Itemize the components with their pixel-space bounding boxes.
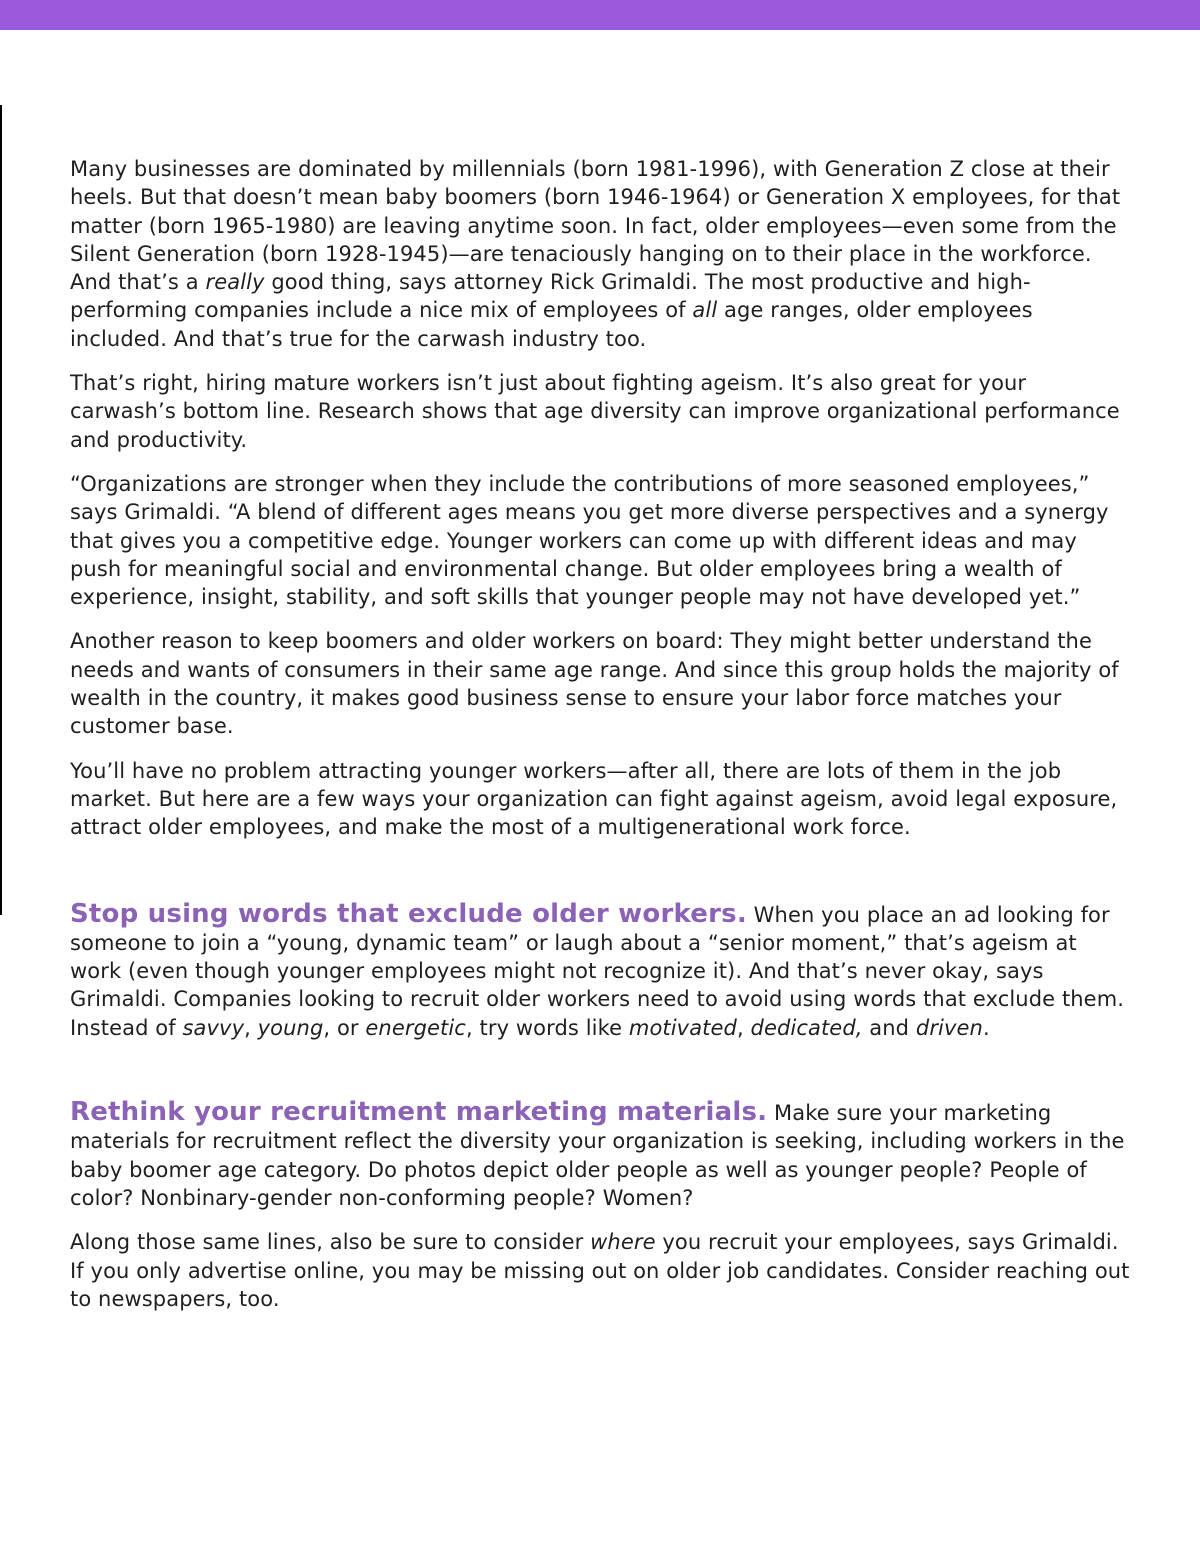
intro-paragraph-4: Another reason to keep boomers and older workers on board: They might better understand the needs and wants of consumers in their same age range. And since this group holds the majority of wealth in the country, it makes good business sense to ensure your labor force matches your customer base. [70,629,1119,739]
top-accent-bar [0,0,1200,30]
section-1-heading: Stop using words that exclude older workers. [70,898,747,929]
intro-paragraph-1: Many businesses are dominated by millennials (born 1981-1996), with Generation Z close at their heels. But that doesn’t mean baby boomers (born 1946-1964) or Generation X employees, for that matter (born 1965-1980) are leaving anytime soon. In fact, older employees—even some from the Silent Generation (born 1928-1945)—are tenaciously hanging on to their place in the workforce. And that’s a really good thing, says attorney Rick Grimaldi. The most productive and high-performing companies include a nice mix of employees of all age ranges, older employees included. And that’s true for the carwash industry too. [70,157,1121,351]
section-1-paragraph: Stop using words that exclude older workers. When you place an ad looking for someone to join a “young, dynamic team” or laugh about a “senior moment,” that’s ageism at work (even though younger employees might not recognize it). And that’s never okay, says Grimaldi. Companies looking to recruit older workers need to avoid using words that exclude them. Instead of savvy, young, or energetic, try words like motivated, dedicated, and driven. [70,898,1125,1040]
intro-paragraph-5: You’ll have no problem attracting younger workers—after all, there are lots of them in the job market. But here are a few ways your organization can fight against ageism, avoid legal exposure, attract older employees, and make the most of a multigenerational work force. [70,758,1118,840]
section-2-paragraph: Rethink your recruitment marketing materials. Make sure your marketing materials for recruitment reflect the diversity your organization is seeking, including workers in the baby boomer age category. Do photos depict older people as well as younger people? People of color? Nonbinary-gender non-conforming people? Women? [70,1097,1125,1210]
left-margin-rule [0,105,2,915]
section-2-heading: Rethink your recruitment marketing materials. [70,1097,768,1128]
article-body [70,155,1134,1329]
section-2-paragraph-2: Along those same lines, also be sure to consider where you recruit your employees, says Grimaldi. If you only advertise online, you may be missing out on older job candidates. Consider reaching out to newspapers, too. [70,1230,1130,1311]
intro-paragraph-2: That’s right, hiring mature workers isn’t just about fighting ageism. It’s also great for your carwash’s bottom line. Research shows that age diversity can improve organizational performance and productivity. [70,371,1120,452]
intro-paragraph-3: “Organizations are stronger when they include the contributions of more seasoned employees,” says Grimaldi. “A blend of different ages means you get more diverse perspectives and a synergy that gives you a competitive edge. Younger workers can come up with different ideas and may push for meaningful social and environmental change. But older employees bring a wealth of experience, insight, stability, and soft skills that younger people may not have developed yet.” [70,471,1109,610]
